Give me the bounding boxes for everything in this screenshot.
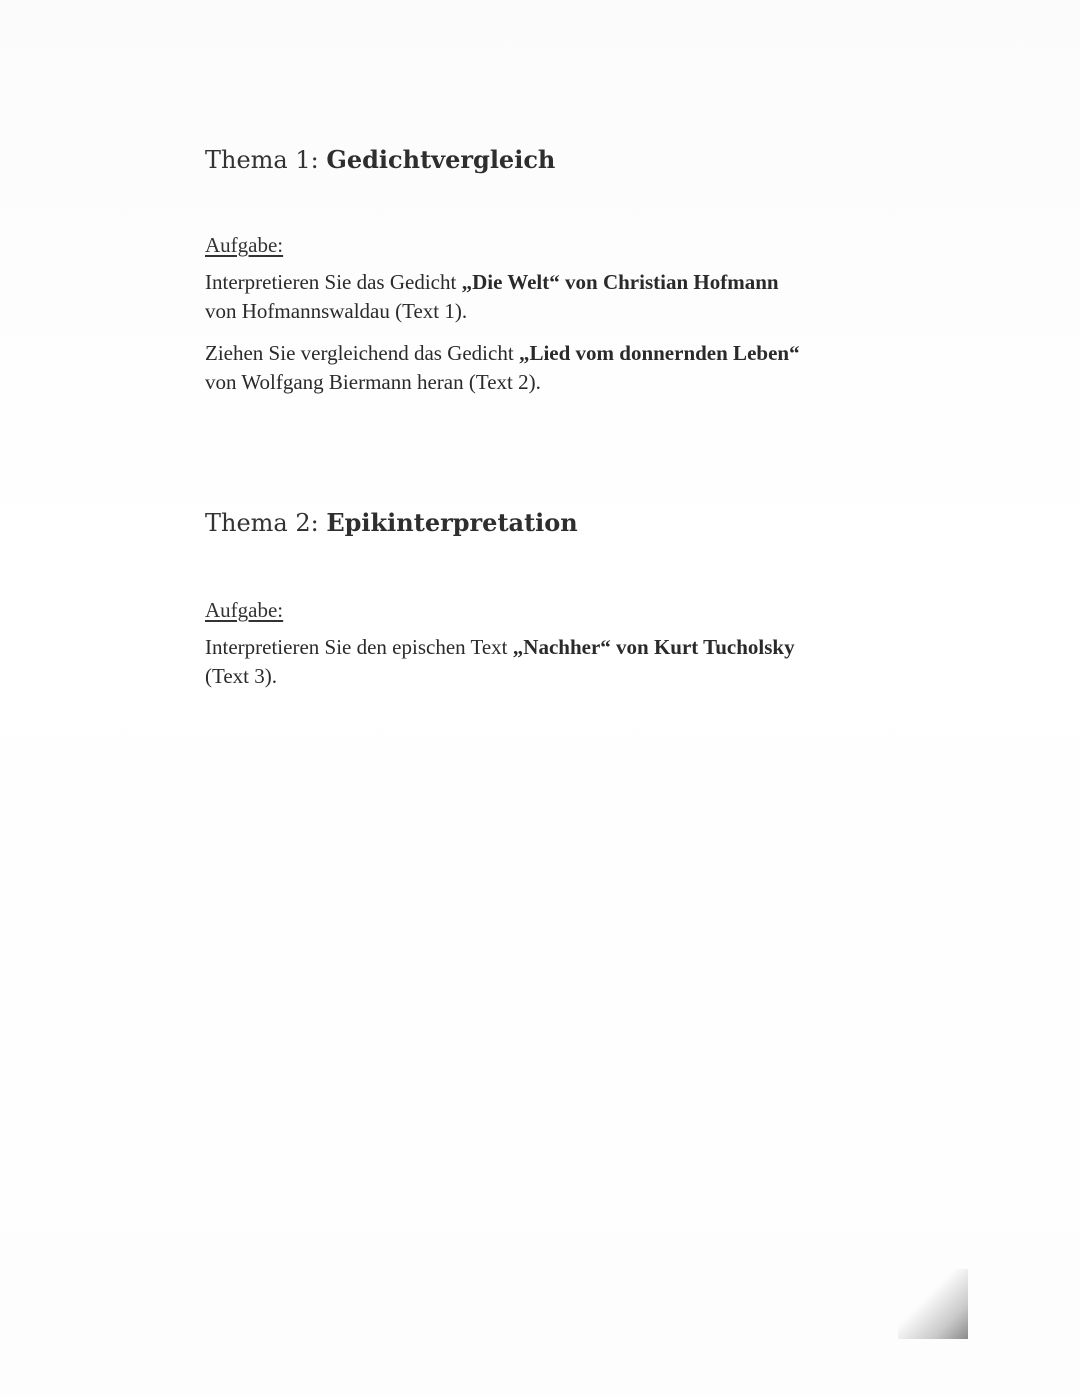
thema-1-task-2 (205, 339, 905, 397)
section-thema-1 (205, 143, 905, 397)
thema-2-task-1-work: „Nachher“ von Kurt Tucholsky (512, 635, 795, 659)
section-thema-2 (205, 506, 905, 691)
thema-2-task-1-intro: Interpretieren Sie den epischen Text (205, 635, 513, 659)
thema-1-task-2-intro: Ziehen Sie vergleichend das Gedicht (205, 341, 519, 365)
thema-1-title: Gedichtvergleich (326, 145, 556, 174)
thema-1-task-1-intro: Interpretieren Sie das Gedicht (205, 270, 462, 294)
thema-1-task-2-work: „Lied vom donnernden Leben“ (518, 341, 800, 365)
thema-1-task-1-work: „Die Welt“ von Christian Hofmann (461, 270, 779, 294)
thema-2-aufgabe-label: Aufgabe: (205, 598, 284, 622)
thema-1-task-1 (205, 268, 905, 326)
thema-2-heading (205, 506, 905, 540)
thema-2-prefix: Thema 2: (205, 509, 327, 537)
thema-1-heading (205, 143, 905, 177)
thema-1-task-1-end: von Hofmannswaldau (Text 1). (205, 299, 468, 323)
thema-2-task-1 (205, 633, 905, 691)
thema-1-task-2-end: von Wolfgang Biermann heran (Text 2). (205, 370, 541, 394)
thema-1-prefix: Thema 1: (205, 146, 327, 174)
thema-2-title: Epikinterpretation (326, 508, 578, 537)
page-corner-shadow (898, 1269, 968, 1339)
thema-2-task-1-end: (Text 3). (205, 664, 278, 688)
thema-1-aufgabe-label: Aufgabe: (205, 233, 284, 257)
